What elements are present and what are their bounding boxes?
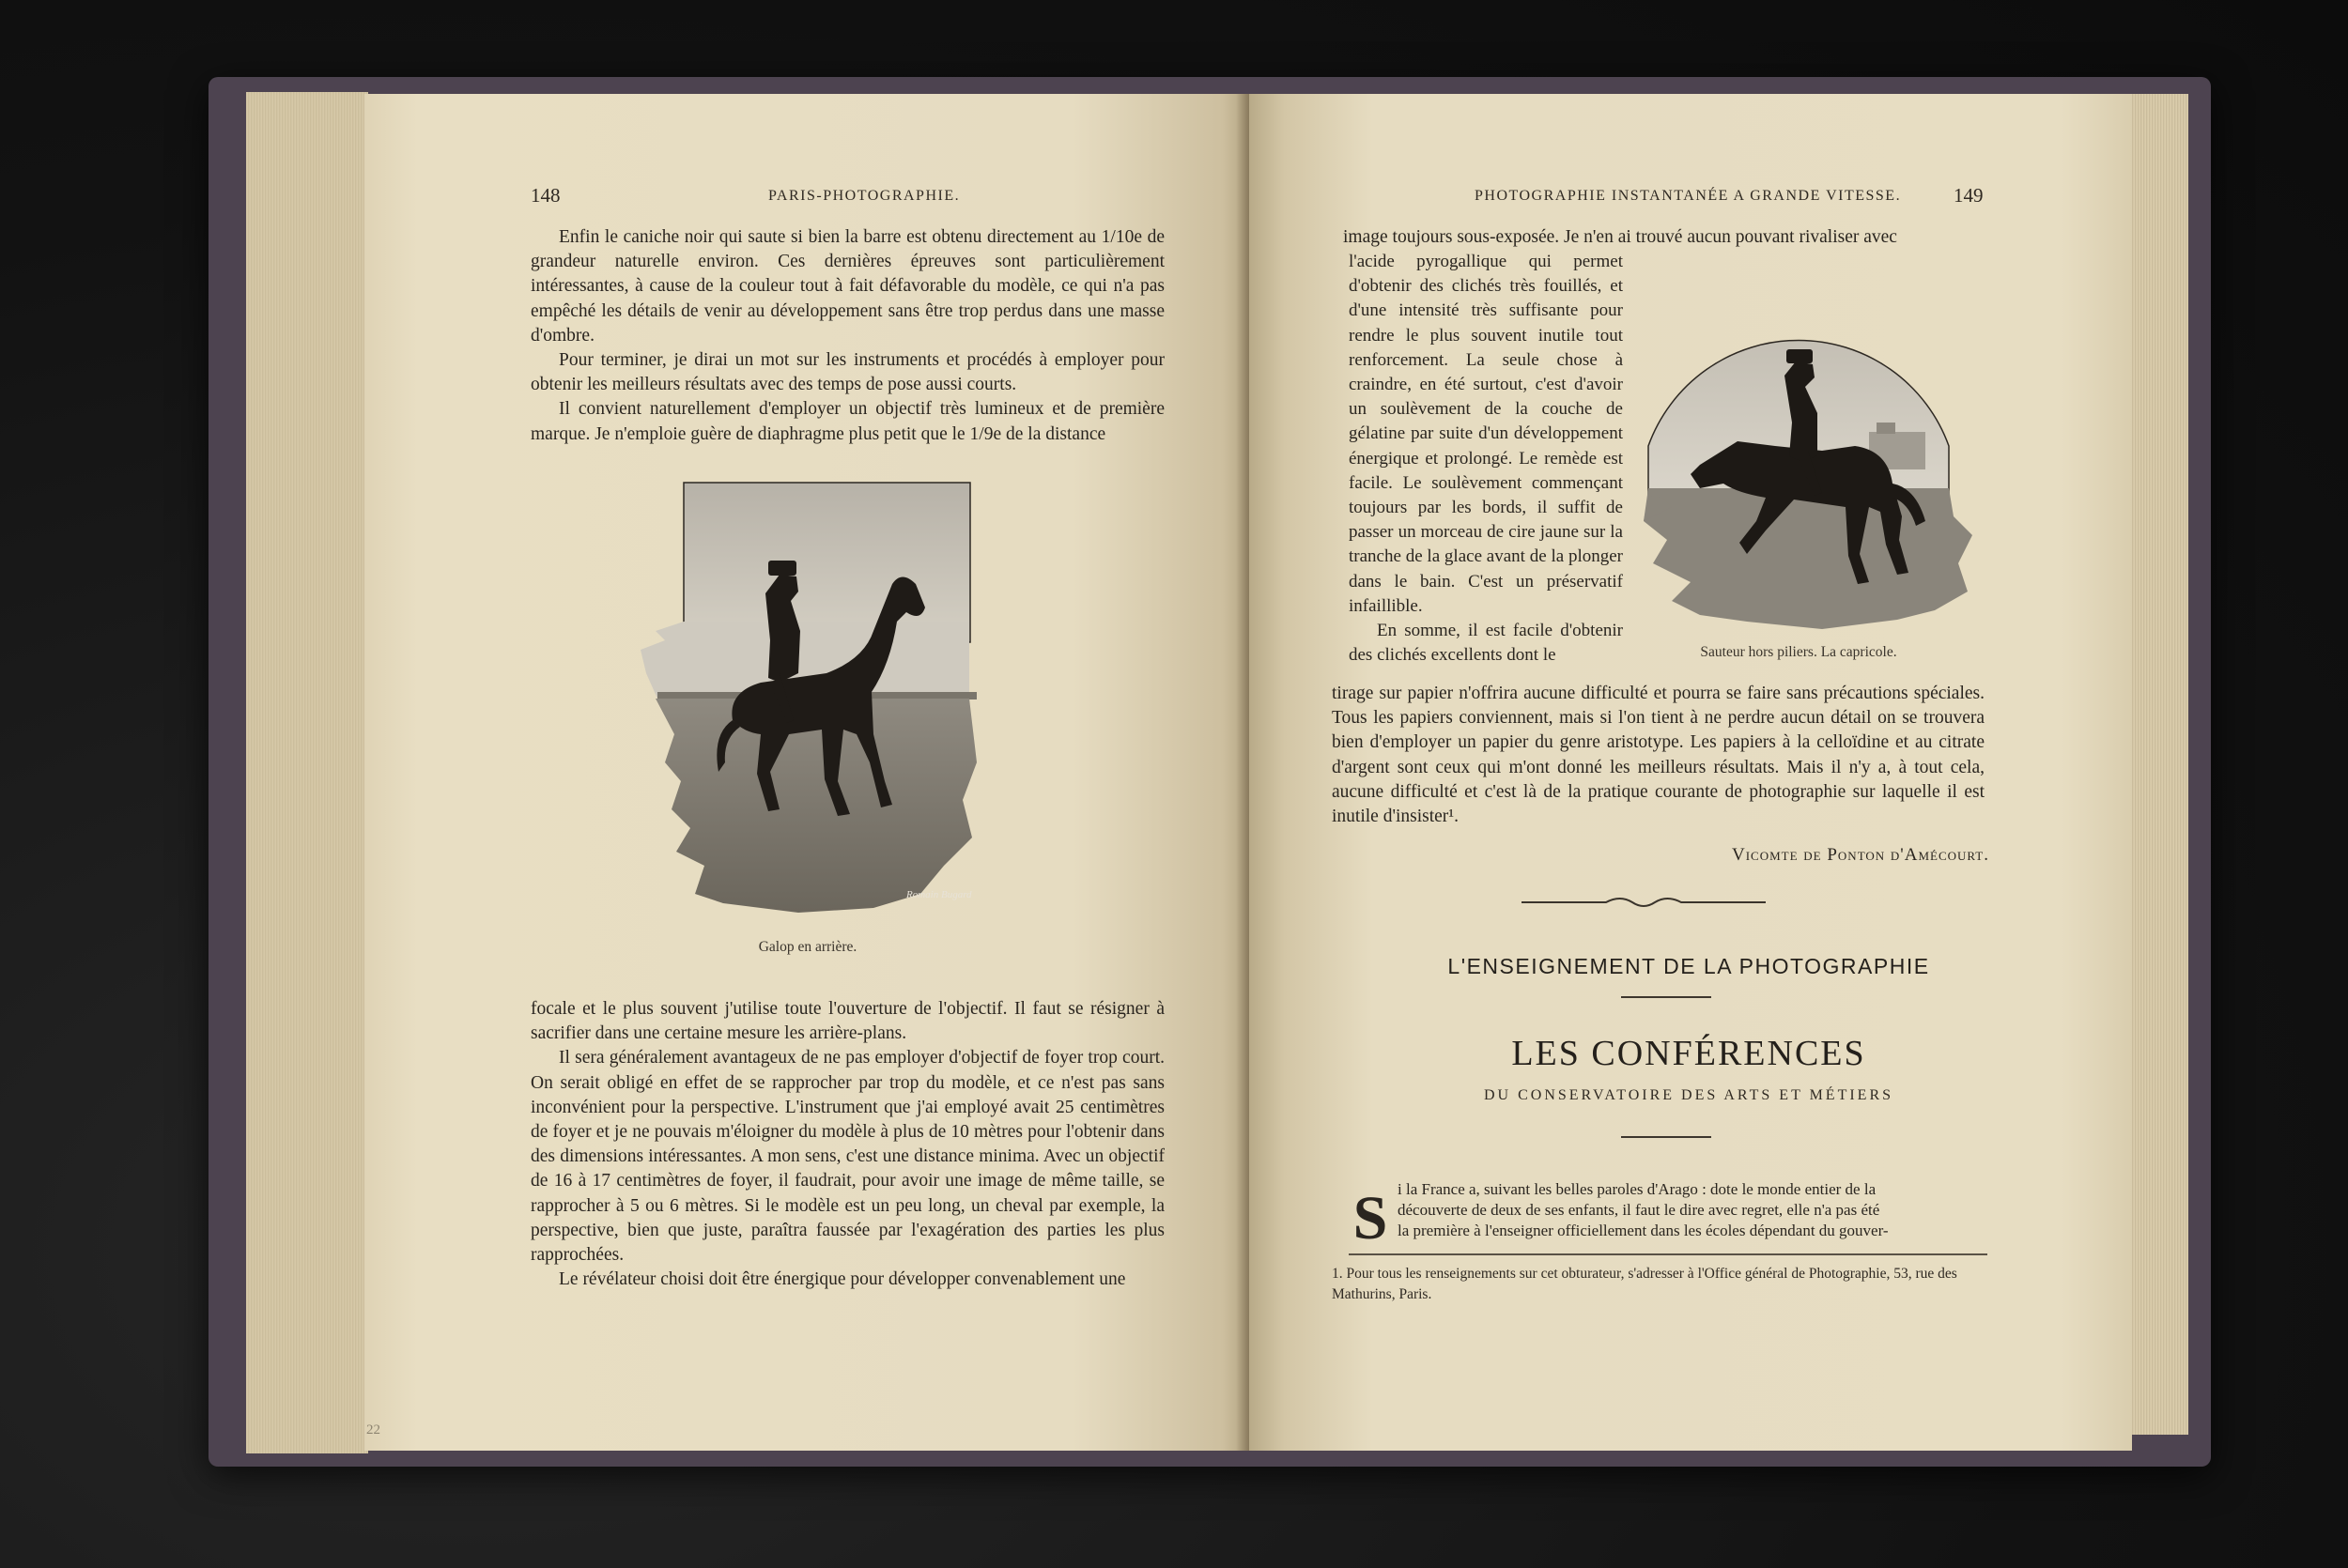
figure-sauteur-hors-piliers	[1634, 282, 1972, 638]
footnote: 1. Pour tous les renseignements sur cet obturateur, s'adresser à l'Office général de Photographie, 53, rue des Mathurins, Paris.	[1332, 1266, 1957, 1302]
horse-rider-photo	[639, 481, 977, 922]
pencil-mark: 22	[366, 1422, 380, 1437]
intro-text	[1398, 1179, 1989, 1241]
left-figure-caption: Galop en arrière.	[758, 939, 857, 955]
intro-line-3: la première à l'enseigner officiellement dans les écoles dépendant du gouver-	[1398, 1222, 1889, 1239]
section-title: L'ENSEIGNEMENT DE LA PHOTOGRAPHIE	[1447, 954, 1930, 978]
right-figure-caption: Sauteur hors piliers. La capricole.	[1700, 644, 1897, 660]
left-paragraph-1: Enfin le caniche noir qui saute si bien la barre est obtenu directement au 1/10e de grandeur naturelle environ. Ces dernières épreuves sont particulièrement intéressantes, à cause de la couleur tout à fait défavorable du modèle, ce qui n'a pas empêché les détails de venir au développement sans être trop perdus dans une masse d'ombre.	[531, 227, 1165, 346]
left-paragraph-4: focale et le plus souvent j'utilise toute l'ouverture de l'objectif. Il faut se résigner à sacrifier dans une certaine mesure les arrière-plans.	[531, 999, 1165, 1044]
drop-cap: S	[1352, 1184, 1388, 1253]
left-paragraph-3: Il convient naturellement d'employer un objectif très lumineux et de première marque. Je n'emploie guère de diaphragme plus petit que le 1/9e de la distance	[531, 399, 1165, 444]
intro-line-1: i la France a, suivant les belles paroles d'Arago : dote le monde entier de la	[1398, 1180, 1877, 1198]
left-page-number: 148	[531, 184, 561, 207]
right-first-line: image toujours sous-exposée. Je n'en ai trouvé aucun pouvant rivaliser avec	[1343, 227, 1897, 247]
title-rule-2	[1621, 1136, 1711, 1138]
capricole-photo	[1634, 282, 1972, 638]
right-wrap-paragraph: l'acide pyrogallique qui permet d'obtenir des clichés très fouillés, et d'une intensité très suffisante pour rendre le plus souvent inutile tout renforcement. La seule chose à craindre, en été surtout, c'est d'avoir un soulèvement de la couche de gélatine par suite d'un développement énergique et prolongé. Le remède est facile. Le soulèvement commençant toujours par les bords, il suffit de passer un morceau de cire jaune sur la tranche de la glace avant de la plonger dans le bain. C'est un préservatif infaillible.	[1349, 252, 1623, 616]
right-wrap-paragraph-2: En somme, il est facile d'obtenir des clichés excellents dont le	[1349, 621, 1623, 666]
left-text-bottom	[531, 997, 1165, 1292]
right-running-head: PHOTOGRAPHIE INSTANTANÉE A GRANDE VITESSE.	[1475, 188, 1902, 204]
left-text-top	[531, 225, 1165, 447]
right-line-1	[1343, 225, 1982, 250]
author-signature: Vicomte de Ponton d'Amécourt.	[1731, 845, 1989, 865]
left-running-head: PARIS-PHOTOGRAPHIE.	[768, 188, 961, 204]
left-paragraph-6: Le révélateur choisi doit être énergique pour développer convenablement une	[559, 1269, 1126, 1290]
title-rule-1	[1621, 996, 1711, 998]
left-paragraph-2: Pour terminer, je dirai un mot sur les instruments et procédés à employer pour obtenir les meilleurs résultats avec des temps de pose aussi courts.	[531, 350, 1165, 395]
right-text-end	[1332, 682, 1985, 829]
right-wrap-text	[1349, 250, 1623, 668]
right-page-number: 149	[1954, 184, 1984, 207]
svg-text:Romain Bugard: Romain Bugard	[906, 889, 972, 900]
left-paragraph-5: Il sera généralement avantageux de ne pas employer d'objectif de foyer trop court. On serait obligé en effet de se rapprocher par trop du modèle, et ce n'est pas sans inconvénient pour la perspective. L'instrument que j'ai employé avait 25 centimètres de foyer et je ne pouvais m'éloigner du modèle à plus de 10 mètres pour l'obtenir dans des dimensions intéressantes. A mon sens, c'est une distance minima. Avec un objectif de 16 à 17 centimètres de foyer, il faudrait, pour avoir une image de même taille, se rapprocher à 5 ou 6 mètres. Si le modèle est un peu long, un cheval par exemple, la perspective, bien que juste, paraîtra faussée par l'exagération des parties les plus rapprochées.	[531, 1048, 1165, 1266]
page-edges-right	[2130, 94, 2188, 1435]
footnote-rule	[1349, 1253, 1987, 1255]
article-subtitle: DU CONSERVATOIRE DES ARTS ET MÉTIERS	[1483, 1087, 1894, 1103]
right-paragraph-end: tirage sur papier n'offrira aucune difficulté et pourra se faire sans précautions spéciales. Tous les papiers conviennent, mais si l'on tient à ne perdre aucun détail on se trouvera bien d'employer un papier du genre aristotype. Les papiers à la celloïdine et au citrate d'argent sont ceux qui m'ont donné les meilleurs résultats. Mais il n'y a, à tout cela, aucune difficulté et c'est là de la pratique courante de photographie sur laquelle il est inutile d'insister¹.	[1332, 684, 1985, 827]
figure-galop-en-arriere	[639, 481, 977, 922]
article-title: LES CONFÉRENCES	[1511, 1034, 1866, 1073]
ornament-divider	[1522, 892, 1766, 913]
intro-line-2: découverte de deux de ses enfants, il faut le dire avec regret, elle n'a pas été	[1398, 1201, 1880, 1219]
page-edges-left	[246, 92, 368, 1453]
